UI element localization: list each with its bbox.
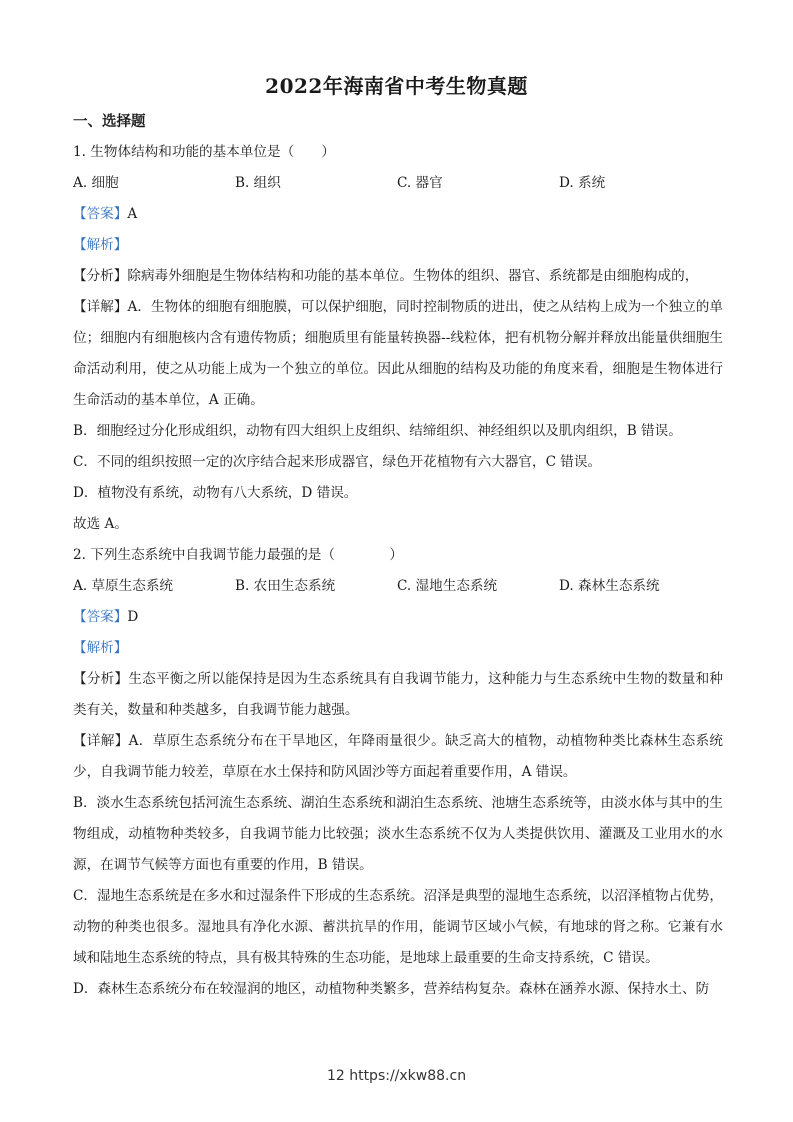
q2-option-a: A. 草原生态系统 — [73, 578, 174, 594]
q1-xiangjie — [73, 292, 723, 416]
analysis-tag: 【解析】 — [73, 237, 128, 253]
q2-explain-b: B．淡水生态系统包括河流生态系统、湖泊生态系统和湖泊生态系统、池塘生态系统等，由淡水体与其中的生物组成，动植物种类较多，自我调节能力比较强；淡水生态系统不仅为人类提供饮用、灌溉及工业用水的水源，在调节气候等方面也有重要的作用，B 错误。 — [73, 795, 723, 873]
q1-explain-d: D．植物没有系统，动物有八大系统，D 错误。 — [73, 485, 358, 501]
question-2-options — [73, 571, 723, 602]
question-1-options — [73, 168, 723, 199]
q2-analysis-heading — [73, 633, 723, 664]
question-2-stem: 2. 下列生态系统中自我调节能力最强的是（ ） — [73, 547, 403, 563]
answer-tag: 【答案】 — [73, 206, 128, 222]
xiangjie-text: A．草原生态系统分布在干旱地区，年降雨量很少。缺乏高大的植物，动植物种类比森林生态系统少，自我调节能力较差，草原在水土保持和防风固沙等方面起着重要作用，A 错误。 — [73, 733, 723, 780]
xiangjie-tag: 【详解】 — [73, 299, 128, 315]
document-body — [73, 106, 723, 1005]
fenxi-text: 除病毒外细胞是生物体结构和功能的基本单位。生物体的组织、器官、系统都是由细胞构成的， — [127, 268, 699, 284]
q1-explain-c: C．不同的组织按照一定的次序结合起来形成器官，绿色开花植物有六大器官，C 错误。 — [73, 454, 602, 470]
answer-tag: 【答案】 — [73, 609, 128, 625]
q1-fenxi — [73, 261, 723, 292]
fenxi-tag: 【分析】 — [73, 671, 129, 687]
q2-xiangjie — [73, 726, 723, 788]
q1-option-d: D. 系统 — [559, 175, 606, 191]
page-footer: 12 https://xkw88.cn — [326, 1068, 467, 1084]
q1-option-a: A. 细胞 — [73, 175, 119, 191]
xiangjie-tag: 【详解】 — [73, 733, 129, 749]
q1-option-b: B. 组织 — [235, 175, 281, 191]
question-1-stem: 1. 生物体结构和功能的基本单位是（ ） — [73, 144, 335, 160]
q2-explain-d: D．森林生态系统分布在较湿润的地区，动植物种类繁多，营养结构复杂。森林在涵养水源、保持水土、防 — [73, 981, 710, 997]
q2-option-d: D. 森林生态系统 — [559, 578, 660, 594]
q1-explain-b: B．细胞经过分化形成组织，动物有四大组织上皮组织、结缔组织、神经组织以及肌肉组织，B 错误。 — [73, 423, 682, 439]
analysis-tag: 【解析】 — [73, 640, 128, 656]
q2-explain-c: C．湿地生态系统是在多水和过湿条件下形成的生态系统。沼泽是典型的湿地生态系统，以沼泽植物占优势，动物的种类也很多。湿地具有净化水源、蓄洪抗旱的作用，能调节区域小气候，有地球的肾之称。它兼有水域和陆地生态系统的特点，具有极其特殊的生态功能，是地球上最重要的生命支持系统，C 错误。 — [73, 888, 723, 966]
q2-option-b: B. 农田生态系统 — [235, 578, 336, 594]
fenxi-text: 生态平衡之所以能保持是因为生态系统具有自我调节能力，这种能力与生态系统中生物的数量和种类有关，数量和种类越多，自我调节能力越强。 — [73, 671, 724, 718]
q1-option-c: C. 器官 — [397, 175, 443, 191]
answer-value: A — [127, 206, 138, 222]
q2-answer — [73, 602, 723, 633]
q2-option-c: C. 湿地生态系统 — [397, 578, 498, 594]
fenxi-tag: 【分析】 — [73, 268, 128, 284]
q1-answer — [73, 199, 723, 230]
xiangjie-text: A．生物体的细胞有细胞膜，可以保护细胞，同时控制物质的进出，使之从结构上成为一个独立的单位；细胞内有细胞核内含有遗传物质；细胞质里有能量转换器--线粒体，把有机物分解并释放出能量供细胞生命活动利用，使之从功能上成为一个独立的单位。因此从细胞的结构及功能的角度来看，细胞是生物体进行生命活动的基本单位，A 正确。 — [73, 299, 723, 408]
section-heading: 一、选择题 — [73, 113, 146, 130]
q1-analysis-heading — [73, 230, 723, 261]
q1-conclusion: 故选 A。 — [73, 516, 128, 532]
q2-fenxi — [73, 664, 723, 726]
answer-value: D — [127, 609, 139, 625]
page-title: 2022年海南省中考生物真题 — [265, 74, 528, 98]
